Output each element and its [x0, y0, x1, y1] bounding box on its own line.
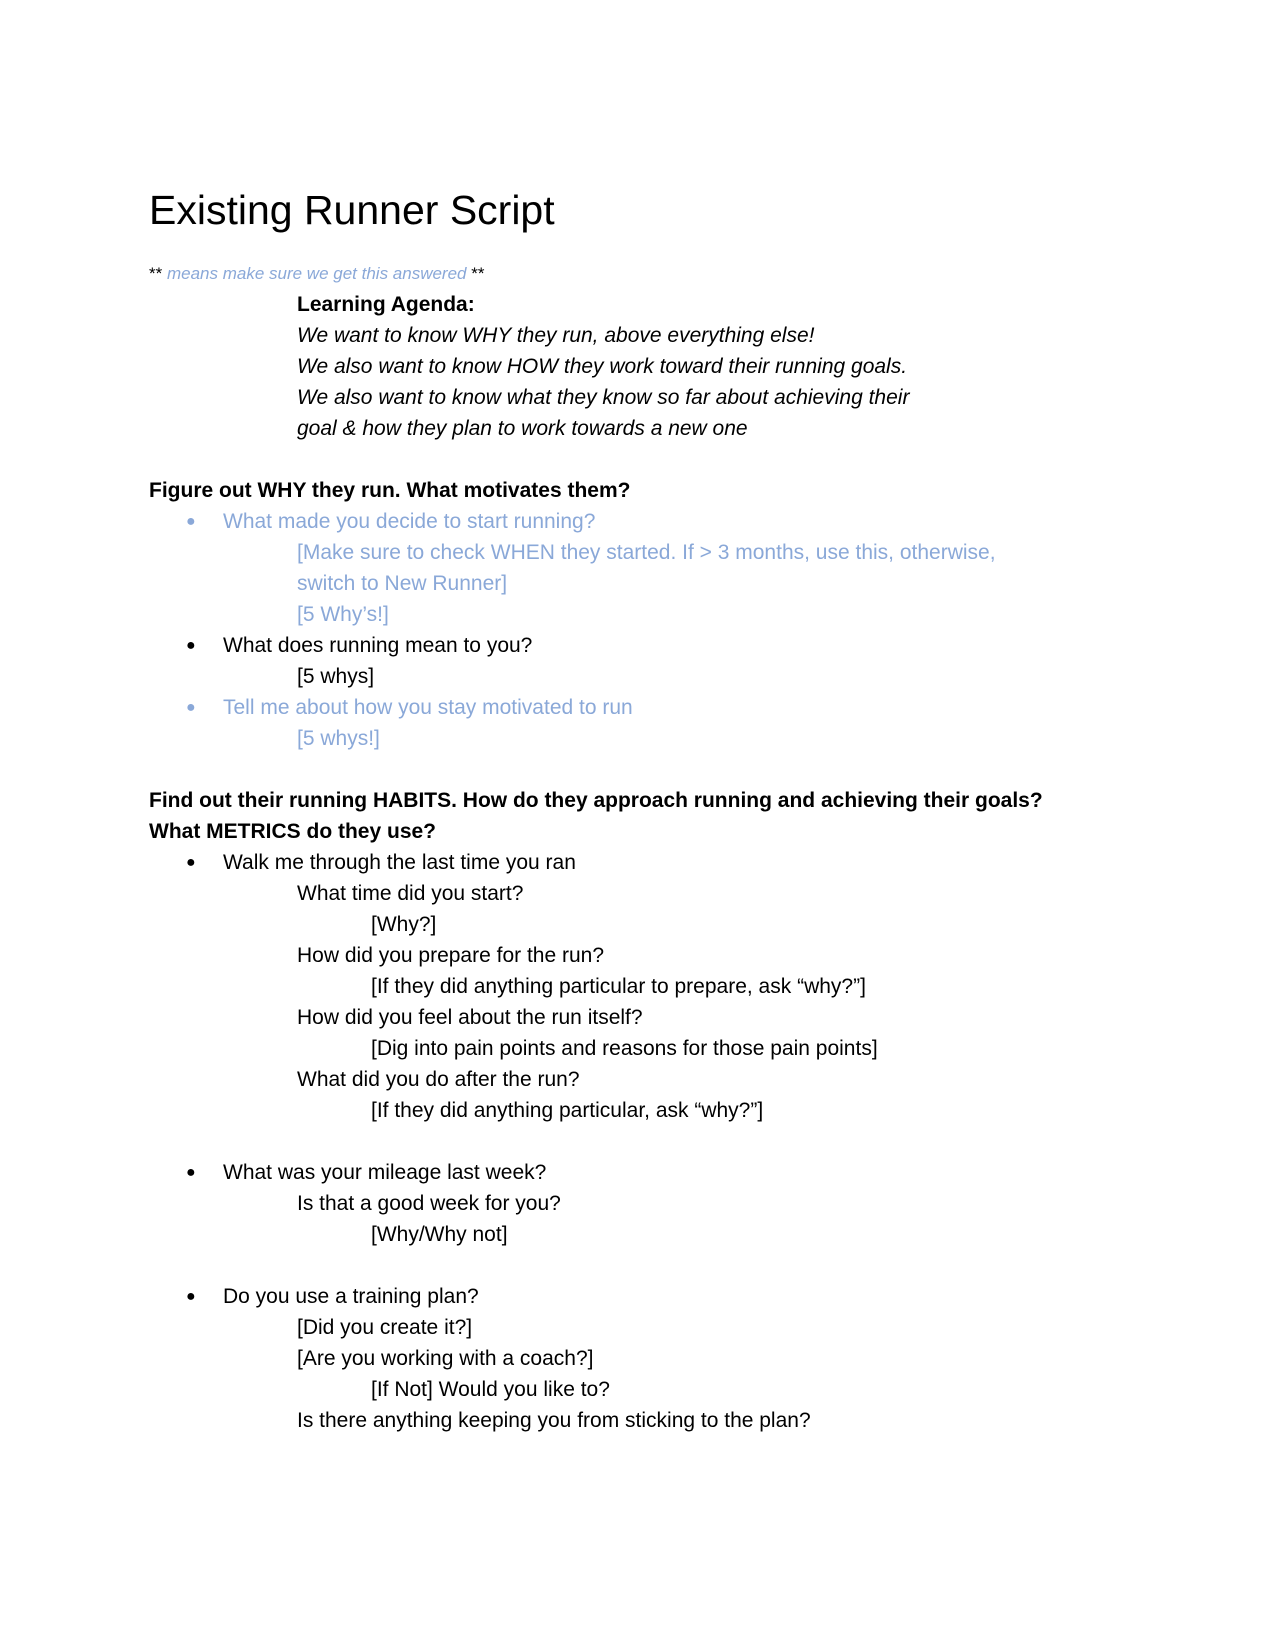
sub-prompt: [Make sure to check WHEN they started. If > 3 months, use this, otherwise,: [297, 541, 996, 564]
note-prefix: **: [149, 264, 163, 283]
question-running-meaning: What does running mean to you?: [223, 634, 533, 657]
bullet-icon: ●: [186, 1288, 196, 1305]
sub-prompt: switch to New Runner]: [297, 572, 508, 595]
sub-question: What time did you start?: [297, 882, 524, 905]
sub-prompt: [Why/Why not]: [371, 1223, 508, 1246]
sub-prompt: [If they did anything particular, ask “why?”]: [371, 1099, 764, 1122]
question-training-plan: Do you use a training plan?: [223, 1285, 479, 1308]
question-last-run: Walk me through the last time you ran: [223, 851, 576, 874]
bullet-icon: ●: [186, 513, 196, 530]
note-suffix: **: [471, 264, 485, 283]
sub-prompt: [Dig into pain points and reasons for those pain points]: [371, 1037, 878, 1060]
sub-prompt: [Why?]: [371, 913, 437, 936]
agenda-line: We also want to know what they know so far about achieving their: [297, 386, 910, 409]
page-title: Existing Runner Script: [149, 187, 555, 233]
sub-prompt: [5 whys!]: [297, 727, 380, 750]
sub-question: Is that a good week for you?: [297, 1192, 561, 1215]
sub-prompt: [Are you working with a coach?]: [297, 1347, 594, 1370]
legend-note: [149, 258, 484, 289]
sub-question: What did you do after the run?: [297, 1068, 580, 1091]
section-habits-heading-line2: What METRICS do they use?: [149, 820, 437, 843]
bullet-icon: ●: [186, 1164, 196, 1181]
agenda-line: We want to know WHY they run, above everything else!: [297, 324, 815, 347]
agenda-heading: Learning Agenda:: [297, 293, 475, 316]
section-habits-heading: Find out their running HABITS. How do they approach running and achieving their goals?: [149, 789, 1043, 812]
sub-question: Is there anything keeping you from sticking to the plan?: [297, 1409, 811, 1432]
sub-prompt: [If Not] Would you like to?: [371, 1378, 610, 1401]
section-why-heading: Figure out WHY they run. What motivates them?: [149, 479, 631, 502]
bullet-icon: ●: [186, 854, 196, 871]
question-mileage: What was your mileage last week?: [223, 1161, 547, 1184]
sub-question: How did you feel about the run itself?: [297, 1006, 643, 1029]
sub-prompt: [Did you create it?]: [297, 1316, 473, 1339]
bullet-icon: ●: [186, 637, 196, 654]
sub-prompt: [5 whys]: [297, 665, 375, 688]
note-text: means make sure we get this answered: [166, 264, 467, 283]
agenda-line: goal & how they plan to work towards a new one: [297, 417, 748, 440]
sub-prompt: [If they did anything particular to prepare, ask “why?”]: [371, 975, 866, 998]
agenda-line: We also want to know HOW they work toward their running goals.: [297, 355, 908, 378]
sub-prompt: [5 Why’s!]: [297, 603, 389, 626]
question-stay-motivated: Tell me about how you stay motivated to run: [223, 696, 633, 719]
question-start-running: What made you decide to start running?: [223, 510, 596, 533]
sub-question: How did you prepare for the run?: [297, 944, 605, 967]
bullet-icon: ●: [186, 699, 196, 716]
